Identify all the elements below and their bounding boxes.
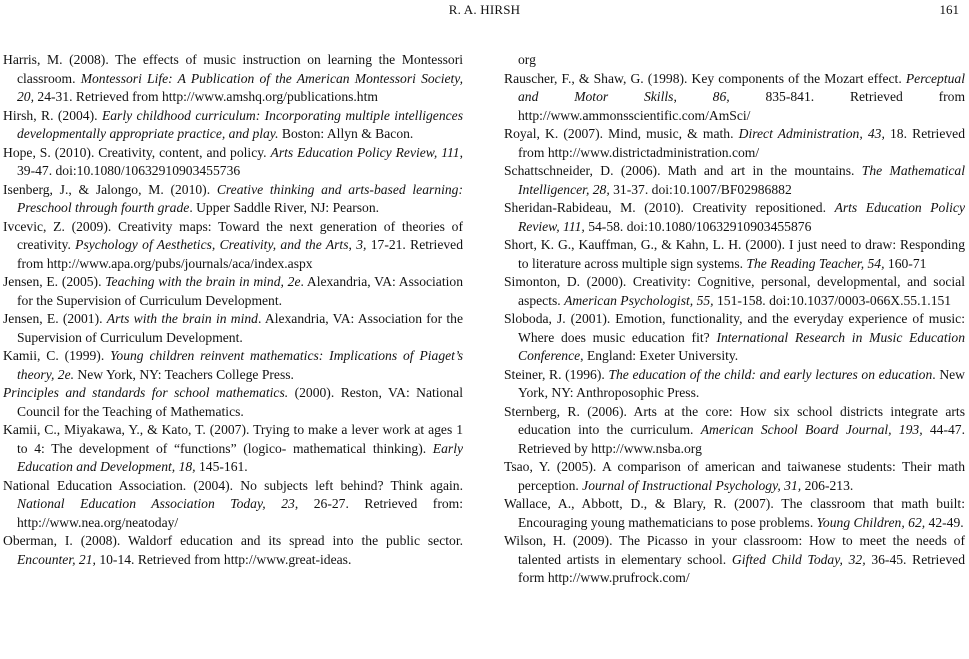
reference-text: Kamii, C. (1999). (3, 348, 111, 363)
references-left-column (3, 51, 463, 569)
reference-text: , (673, 89, 713, 104)
reference-italic-text: Young children reinvent mathematics: Implications of Piaget’s theory, 2e. (17, 348, 463, 382)
reference-text: 145-161. (195, 459, 248, 474)
reference-continuation (504, 51, 965, 70)
reference-text: Boston: Allyn & Bacon. (278, 126, 414, 141)
reference-italic-text: The education of the child: and early lectures on education (608, 366, 933, 382)
reference-entry (504, 236, 965, 273)
reference-text: 151-158. doi:10.1037/0003-066X.55.1.151 (713, 292, 952, 308)
reference-entry (3, 421, 463, 477)
reference-text: Royal, K. (2007). Mind, music, & math. (504, 126, 739, 141)
reference-text: 206-213. (801, 477, 854, 493)
running-head: R. A. HIRSH (448, 2, 521, 17)
reference-entry (3, 347, 463, 384)
reference-text: 36-45. Retrieved form http://www.prufrock.com/ (518, 551, 965, 585)
reference-text: Hope, S. (2010). Creativity, content, and policy. (3, 144, 271, 160)
reference-text: org (518, 52, 536, 67)
reference-text: . Upper Saddle River, NJ: Pearson. (189, 200, 380, 215)
reference-italic-text: Psychology of Aesthetics, Creativity, and the Arts (75, 237, 349, 252)
reference-text: Simonton, D. (2000). Creativity: Cognitive, personal, developmental, and social aspects. (504, 274, 965, 308)
reference-italic-text: Early Education and Development, 18, (17, 440, 463, 474)
reference-italic-text: American School Board Journal, 193, (700, 422, 923, 437)
references-right-column (504, 51, 965, 588)
reference-italic-text: The Mathematical Intelligencer, 28, (518, 163, 966, 197)
reference-text: Schattschneider, D. (2006). Math and art in the mountains. (504, 163, 862, 178)
reference-italic-text: Principles and standards for school mathematics. (3, 385, 289, 400)
reference-italic-text: American Psychologist, 55, (564, 292, 714, 308)
reference-italic-text: Encounter, 21, (17, 551, 96, 567)
reference-text: Wallace, A., Abbott, D., & Blary, R. (2007). The classroom that math built: Encouraging young mathematicians to pose problems. (504, 496, 965, 530)
reference-italic-text: International Research in Music Education Conference (518, 329, 966, 363)
reference-entry (3, 181, 463, 218)
reference-text: (2000). Reston, VA: National Council for the Teaching of Mathematics. (17, 385, 463, 419)
reference-entry (504, 495, 965, 532)
reference-text: 10-14. Retrieved from http://www.great-ideas. (95, 551, 352, 567)
reference-entry (504, 162, 965, 199)
reference-text: Short, K. G., Kauffman, G., & Kahn, L. H. (2000). I just need to draw: Responding to literature across multiple sign systems. (504, 237, 965, 271)
reference-text: 18. Retrieved from http://www.districtadministration.com/ (518, 126, 965, 160)
reference-text: National Education Association. (2004). No subjects left behind? Think again. (3, 477, 463, 493)
reference-text: Kamii, C., Miyakawa, Y., & Kato, T. (2007). Trying to make a lever work at ages 1 to 4: The development of “functions” (logico- mathematical thinking). (3, 422, 463, 456)
reference-italic-text: Perceptual and Motor Skills (518, 70, 965, 104)
reference-text: , (348, 237, 357, 252)
reference-text: 160-71 (884, 255, 927, 271)
reference-entry (504, 199, 965, 236)
reference-text: Jensen, E. (2001). (3, 311, 107, 326)
reference-entry (3, 51, 463, 107)
reference-text: . Alexandria, VA: Association for the Supervision of Curriculum Development. (17, 311, 463, 345)
reference-italic-text: Arts Education Policy Review, 111, (518, 200, 965, 234)
reference-entry (3, 384, 463, 421)
reference-italic-text: Creative thinking and arts-based learning: Preschool through fourth grade (17, 181, 463, 215)
page-header (0, 2, 969, 20)
reference-entry (3, 532, 463, 569)
reference-entry (504, 125, 965, 162)
reference-entry (504, 403, 965, 459)
reference-text: 54-58. doi:10.1080/10632910903455876 (584, 218, 812, 234)
reference-text: , 39-47. doi:10.1080/10632910903455736 (17, 144, 463, 178)
reference-entry (504, 273, 965, 310)
reference-text: 24-31. Retrieved from http://www.amshq.org/publications.htm (34, 89, 378, 104)
page-number: 161 (939, 2, 959, 17)
reference-entry (3, 144, 463, 181)
reference-italic-text: Montessori Life: A Publication of the American Montessori Society, 20, (17, 70, 463, 104)
reference-entry (504, 70, 965, 126)
reference-text: Harris, M. (2008). The effects of music instruction on learning the Montessori classroom. (3, 52, 463, 86)
reference-italic-text: Gifted Child Today, 32, (731, 551, 866, 567)
reference-italic-text: Direct Administration, 43, (738, 126, 885, 141)
reference-text: Isenberg, J., & Jalongo, M. (2010). (3, 181, 217, 197)
reference-italic-text: Young Children, 62, (816, 514, 926, 530)
reference-entry (3, 477, 463, 533)
reference-entry (3, 273, 463, 310)
reference-entry (3, 310, 463, 347)
reference-text: 17-21. Retrieved from http://www.apa.org/pubs/journals/aca/index.aspx (17, 237, 463, 271)
reference-text: New York, NY: Teachers College Press. (74, 366, 294, 382)
reference-text: . Alexandria, VA: Association for the Supervision of Curriculum Development. (17, 274, 463, 308)
reference-text: Rauscher, F., & Shaw, G. (1998). Key components of the Mozart effect. (504, 70, 906, 86)
reference-italic-text: Arts Education Policy Review, 111 (270, 144, 460, 160)
reference-text: , England: Exeter University. (580, 348, 739, 363)
reference-italic-text: National Education Association Today, 23 (17, 496, 295, 511)
reference-text: 31-37. doi:10.1007/BF02986882 (609, 181, 792, 197)
reference-text: Sheridan-Rabideau, M. (2010). Creativity repositioned. (504, 200, 835, 215)
reference-text: , 26-27. Retrieved from: http://www.nea.org/neatoday/ (17, 496, 463, 530)
reference-italic-text: 86, (712, 89, 730, 104)
reference-entry (504, 458, 965, 495)
reference-entry (3, 107, 463, 144)
reference-italic-text: The Reading Teacher, 54, (746, 255, 885, 271)
reference-text: . New York, NY: Anthroposophic Press. (518, 366, 965, 400)
reference-text: 42-49. (925, 514, 964, 530)
reference-italic-text: Teaching with the brain in mind, 2e (105, 274, 301, 289)
reference-text: Steiner, R. (1996). (504, 366, 609, 382)
reference-text: Ivcevic, Z. (2009). Creativity maps: Toward the next generation of theories of creativity. (3, 218, 463, 252)
reference-italic-text: 3, (356, 237, 367, 252)
reference-text: Jensen, E. (2005). (3, 274, 106, 289)
reference-italic-text: Early childhood curriculum: Incorporating multiple intelligences developmentally appropriate practice, and play. (17, 107, 463, 141)
reference-text: Tsao, Y. (2005). A comparison of american and taiwanese students: Their math perception. (504, 459, 965, 493)
reference-text: Wilson, H. (2009). The Picasso in your classroom: How to meet the needs of talented artists in elementary school. (504, 533, 965, 567)
reference-text: 44-47. Retrieved by http://www.nsba.org (518, 422, 965, 456)
reference-text: Hirsh, R. (2004). (3, 107, 102, 123)
reference-italic-text: Arts with the brain in mind (106, 311, 258, 326)
reference-entry (504, 310, 965, 366)
reference-text: 835-841. Retrieved from http://www.ammonsscientific.com/AmSci/ (518, 89, 966, 123)
reference-entry (504, 532, 965, 588)
reference-entry (3, 218, 463, 274)
reference-text: Sloboda, J. (2001). Emotion, functionality, and the everyday experience of music: Where does music education fit? (504, 311, 965, 345)
reference-text: Sternberg, R. (2006). Arts at the core: How six school districts integrate arts education into the curriculum. (504, 403, 965, 437)
reference-italic-text: Journal of Instructional Psychology, 31, (582, 477, 802, 493)
reference-text: Oberman, I. (2008). Waldorf education and its spread into the public sector. (3, 533, 463, 548)
reference-entry (504, 366, 965, 403)
